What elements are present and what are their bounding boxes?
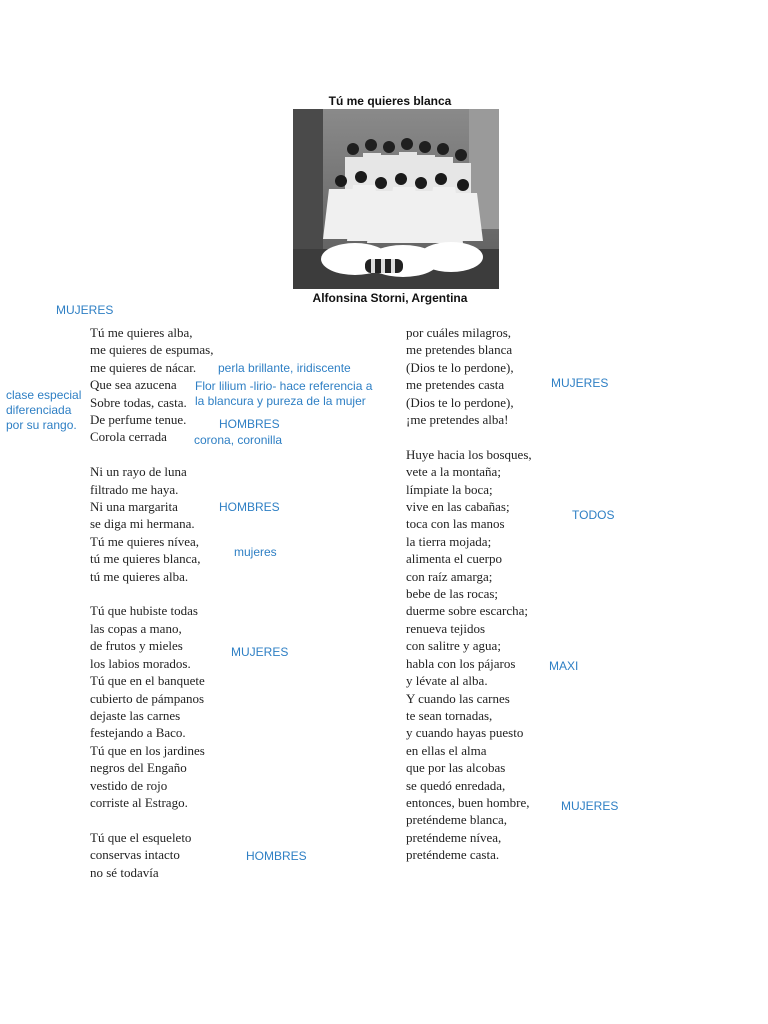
stanza-break [90,811,213,828]
poem-title: Tú me quieres blanca [328,94,452,108]
poem-line: que por las alcobas [406,760,506,776]
poem-line: límpiate la boca; [406,481,493,497]
poem-line: Corola cerrada [90,429,167,445]
photo-caption: Alfonsina Storni, Argentina [312,291,468,305]
poem-line: preténdeme casta. [406,847,500,863]
poem-line: Tú me quieres alba, [90,325,193,340]
poem-line: Ni una margarita [90,499,178,515]
poem-line: las copas a mano, [90,620,182,636]
poem-line: tú me quieres blanca, [90,551,201,567]
poem-line: me quieres de espumas, [90,342,214,358]
annotation-todos: TODOS [572,508,615,522]
annotation-clase-line2: diferenciada [6,403,72,417]
poem-line: vete a la montaña; [406,464,501,480]
annotation-mujeres-lower: mujeres [234,545,277,559]
poem-line: entonces, buen hombre, [406,794,530,810]
annotation-perla: perla brillante, iridiscente [218,361,351,375]
annotation-maxi: MAXI [549,659,579,673]
poem-line: la tierra mojada; [406,533,492,549]
poem-line: Tú que en los jardines [90,742,205,758]
annotation-mujeres-right-1: MUJERES [551,376,609,390]
poem-line: bebe de las rocas; [406,586,499,602]
group-photo [293,109,499,289]
poem-line: te sean tornadas, [406,707,493,723]
poem-line: duerme sobre escarcha; [406,603,528,619]
annotation-clase-line1: clase especial [6,388,82,402]
poem-line: vestido de rojo [90,777,168,793]
poem-line: no sé todavía [90,864,159,880]
poem-line: negros del Engaño [90,760,187,776]
poem-line: se diga mi hermana. [90,516,195,532]
poem-right-column [406,324,532,864]
annotation-hombres-2: HOMBRES [219,500,280,514]
poem-line: habla con los pájaros [406,655,516,671]
annotation-mujeres-mid: MUJERES [231,645,289,659]
poem-line: preténdeme blanca, [406,812,508,828]
poem-line: se quedó enredada, [406,777,506,793]
poem-line: y cuando hayas puesto [406,725,524,741]
annotation-hombres-3: HOMBRES [246,849,307,863]
poem-line: Tú me quieres nívea, [90,533,200,549]
poem-line: alimenta el cuerpo [406,551,503,567]
poem-line: dejaste las carnes [90,707,181,723]
poem-line: Tú que en el banquete [90,673,205,689]
annotation-clase-line3: por su rango. [6,418,77,432]
poem-line: Tú que el esqueleto [90,829,192,845]
poem-line: Ni un rayo de luna [90,464,187,480]
annotation-mujeres-top: MUJERES [56,303,114,317]
annotation-flor-line2: la blancura y pureza de la mujer [195,394,366,408]
poem-line: Y cuando las carnes [406,690,510,706]
poem-line: corriste al Estrago. [90,794,188,810]
poem-line: tú me quieres alba. [90,568,189,584]
annotation-mujeres-right-2: MUJERES [561,799,619,813]
poem-line: me pretendes casta [406,377,505,393]
poem-line: los labios morados. [90,655,191,671]
poem-line: renueva tejidos [406,620,486,636]
stanza-break [406,428,532,445]
stanza-break [90,446,213,463]
poem-line: Tú que hubiste todas [90,603,198,619]
annotation-flor-line1: Flor lilium -lirio- hace referencia a [195,379,373,393]
poem-line: ¡me pretendes alba! [406,412,509,428]
poem-line: me quieres de nácar. [90,359,197,375]
poem-line: conservas intacto [90,847,180,863]
poem-line: Sobre todas, casta. [90,394,187,410]
poem-line: preténdeme nívea, [406,829,502,845]
poem-line: toca con las manos [406,516,505,532]
poem-line: vive en las cabañas; [406,499,510,515]
poem-line: cubierto de pámpanos [90,690,205,706]
poem-line: Huye hacia los bosques, [406,446,532,462]
poem-line: (Dios te lo perdone), [406,359,514,375]
annotation-hombres-1: HOMBRES [219,417,280,431]
poem-line: en ellas el alma [406,742,487,758]
poem-line: con raíz amarga; [406,568,493,584]
annotation-corona: corona, coronilla [194,433,283,447]
poem-line: (Dios te lo perdone), [406,394,514,410]
poem-line: me pretendes blanca [406,342,513,358]
poem-line: por cuáles milagros, [406,325,512,340]
poem-line: De perfume tenue. [90,412,187,428]
poem-line: filtrado me haya. [90,481,179,497]
poem-line: Que sea azucena [90,377,177,393]
poem-line: festejando a Baco. [90,725,186,741]
poem-line: con salitre y agua; [406,638,501,654]
poem-line: de frutos y mieles [90,638,183,654]
poem-line: y lévate al alba. [406,673,488,689]
stanza-break [90,585,213,602]
